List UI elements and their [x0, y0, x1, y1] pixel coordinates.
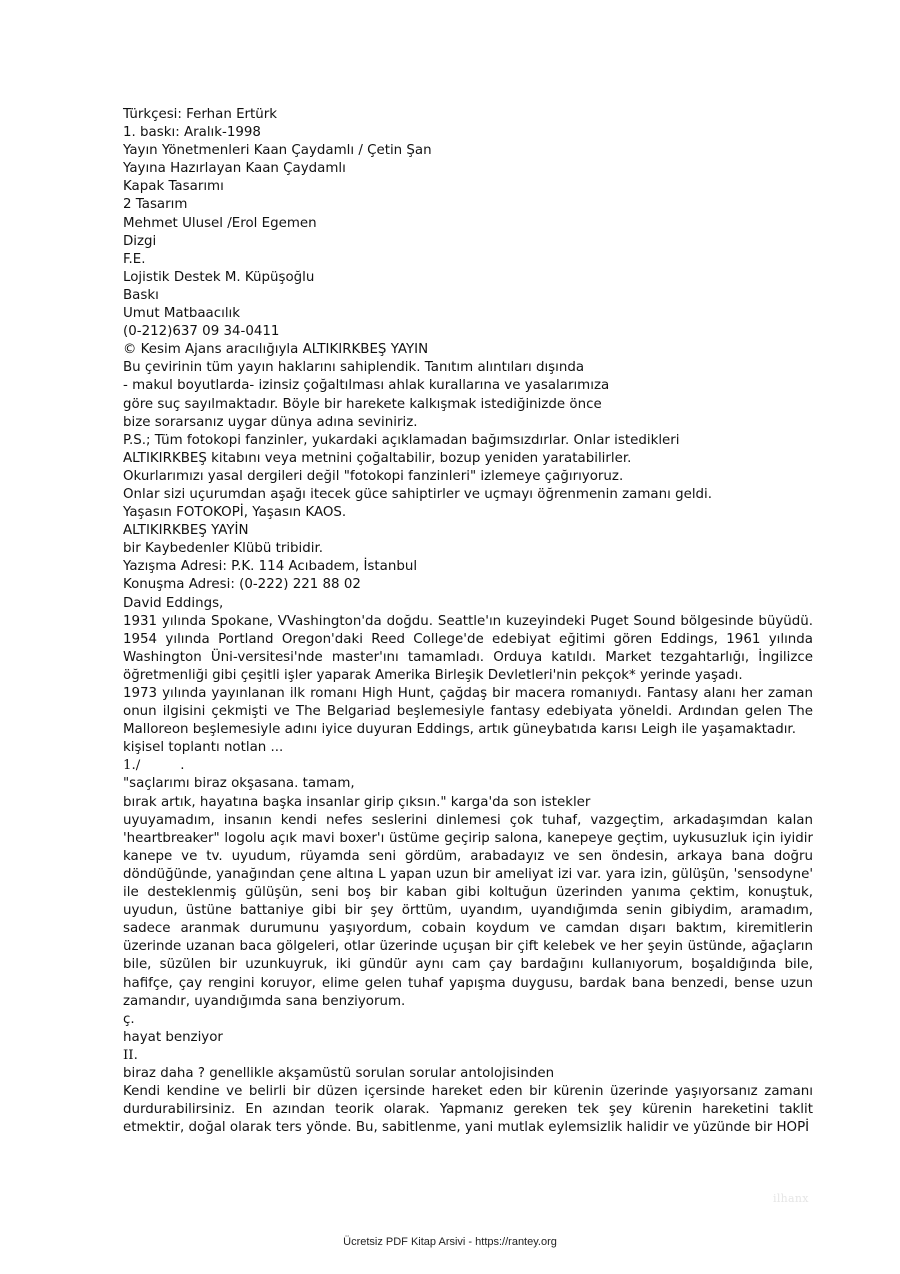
publisher-name: ALTIKIRKBEŞ YAYİN	[123, 523, 249, 539]
rights-notice-line: Bu çevirinin tüm yayın haklarını sahiplendik. Tanıtım alıntıları dışında	[123, 360, 585, 376]
print-label: Baskı	[123, 287, 159, 303]
quote-line: "saçlarımı biraz okşasana. tamam,	[123, 776, 355, 792]
publisher-address: Yazışma Adresi: P.K. 114 Acıbadem, İstanbul	[123, 559, 418, 575]
section-one-number: 1./	[123, 758, 141, 774]
rights-notice-line: ALTIKIRKBEŞ kitabını veya metnini çoğaltabilir, bozup yeniden yaratabilirler.	[123, 450, 632, 466]
publisher-tagline: bir Kaybedenler Klübü tribidir.	[123, 541, 324, 557]
rights-notice-line: Onlar sizi uçurumdan aşağı itecek güce sahiptirler ve uçmayı öğrenmenin zamanı geldi.	[123, 486, 713, 502]
author-bio-paragraph: 1973 yılında yayınlanan ilk romanı High Hunt, çağdaş bir macera romanıydı. Fantasy alanı her zaman onun ilgisini çekmişti ve The Belgariad beşlemesiyle fantasy edebiyata yöneldi. Ardından gelen The Malloreon beşlemesiyle adını iyice duyuran Eddings, artık güneybatıda karısı Leigh ile yaşamaktadır.	[123, 686, 813, 738]
watermark-text: ilhanx	[773, 1192, 809, 1205]
typesetting-value: F.E.	[123, 251, 146, 267]
rights-notice-line: Yaşasın FOTOKOPİ, Yaşasın KAOS.	[123, 505, 347, 521]
rights-notice-line: bize sorarsanız uygar dünya adına seviniriz.	[123, 414, 418, 430]
editors-line: Yayın Yönetmenleri Kaan Çaydamlı / Çetin Şan	[123, 143, 432, 159]
prepared-by-line: Yayına Hazırlayan Kaan Çaydamlı	[123, 161, 346, 177]
cover-design-value: 2 Tasarım	[123, 197, 188, 213]
notes-body-paragraph: uyuyamadım, insanın kendi nefes seslerini dinlemesi çok tuhaf, vazgeçtim, arkadaşımdan kalan 'heartbreaker" logolu açık mavi boxer'ı üstüme geçirip salona, kanepeye geçtim, uykusuzluk için iyidir kanepe ve tv. uyudum, rüyamda seni gördüm, arabadayız ve sen öndesin, arkaya bana doğru döndüğünde, yanağından çene altına L yapan uzun bir ameliyat izi var. yara izin, gülüşün, 'sensodyne' ile desteklenmiş gülüşün, seni boş bir kaban gibi koltuğun üzerinden yanıma çektim, konuştuk, uyudun, üstüne battaniye gibi bir şey örttüm, uyandım, uyandığımda senin gibiydim, aramadım, sadece aranmak durumunu yaşıyordum, cobain koydum ve camdan dışarı baktım, kiremitlerin üzerinde uzanan baca gölgeleri, otlar üzerinde uçuşan bir çift kelebek ve her şeyin üstünde, ağaçların bile, süzülen bir uzunkuyruk, iki gündür aynı cam çay bardağını kullanıyorum, boşaldığında bile, hafifçe, çay rengini koruyor, elime gelen tuhaf yapışma duygusu, bardak bana benzedi, bense uzun zamandır, uyandığımda sana benziyorum.	[123, 812, 813, 1009]
notes-heading: kişisel toplantı notlan ...	[123, 740, 284, 756]
document-body	[123, 106, 813, 1137]
edition-line: 1. baskı: Aralık-1998	[123, 125, 261, 141]
author-heading: David Eddings,	[123, 595, 224, 611]
section-two-heading: II.	[123, 1047, 138, 1063]
c-letter-line: ç.	[123, 1011, 135, 1027]
publisher-phone: Konuşma Adresi: (0-222) 221 88 02	[123, 577, 361, 593]
page-footer: Ücretsiz PDF Kitap Arsivi - https://rantey.org	[343, 1236, 557, 1248]
section-one-heading	[123, 757, 813, 775]
typesetting-label: Dizgi	[123, 233, 157, 249]
rights-notice-line: Okurlarımızı yasal dergileri değil "fotokopi fanzinleri" izlemeye çağırıyoruz.	[123, 468, 624, 484]
rights-notice-line: - makul boyutlarda- izinsiz çoğaltılması ahlak kurallarına ve yasalarımıza	[123, 378, 610, 394]
life-resembles-line: hayat benziyor	[123, 1029, 223, 1045]
rights-notice-line: göre suç sayılmaktadır. Böyle bir harekete kalkışmak istediğinizde önce	[123, 396, 602, 412]
phone-line: (0-212)637 09 34-0411	[123, 324, 280, 340]
cover-design-label: Kapak Tasarımı	[123, 179, 224, 195]
rights-notice-line: P.S.; Tüm fotokopi fanzinler, yukardaki açıklamadan bağımsızdırlar. Onlar istedikleri	[123, 432, 680, 448]
quote-line: bırak artık, hayatına başka insanlar girip çıksın." karga'da son istekler	[123, 794, 591, 810]
notes-body-paragraph: Kendi kendine ve belirli bir düzen içersinde hareket eden bir kürenin üzerinde yaşıyorsanız zamanı durdurabilirsiniz. En azından teorik olarak. Yapmanız gereken tek şey kürenin hareketini taklit etmektir, doğal olarak ters yönde. Bu, sabitlenme, yani mutlak eylemsizlik halidir ve yüzünde bir HOPİ	[123, 1084, 813, 1136]
section-two-title: biraz daha ? genellikle akşamüstü sorulan sorular antolojisinden	[123, 1065, 555, 1081]
author-bio-paragraph: 1931 yılında Spokane, VVashington'da doğdu. Seattle'ın kuzeyindeki Puget Sound bölgesinde büyüdü. 1954 yılında Portland Oregon'daki Reed College'de edebiyat eğitimi gören Eddings, 1961 yılında Washington Üni-versitesi'nde master'ını tamamladı. Orduya katıldı. Market tezgahtarlığı, İngilizce öğretmenliği gibi çeşitli işler yaparak Amerika Birleşik Devletleri'nin pekçok* yerinde yaşadı.	[123, 613, 813, 683]
copyright-line: © Kesim Ajans aracılığıyla ALTIKIRKBEŞ YAYIN	[123, 342, 429, 358]
designers-line: Mehmet Ulusel /Erol Egemen	[123, 215, 317, 231]
translator-line: Türkçesi: Ferhan Ertürk	[123, 107, 278, 122]
logistics-line: Lojistik Destek M. Küpüşoğlu	[123, 269, 315, 285]
section-one-dot: .	[180, 758, 185, 774]
printer-line: Umut Matbaacılık	[123, 306, 241, 322]
